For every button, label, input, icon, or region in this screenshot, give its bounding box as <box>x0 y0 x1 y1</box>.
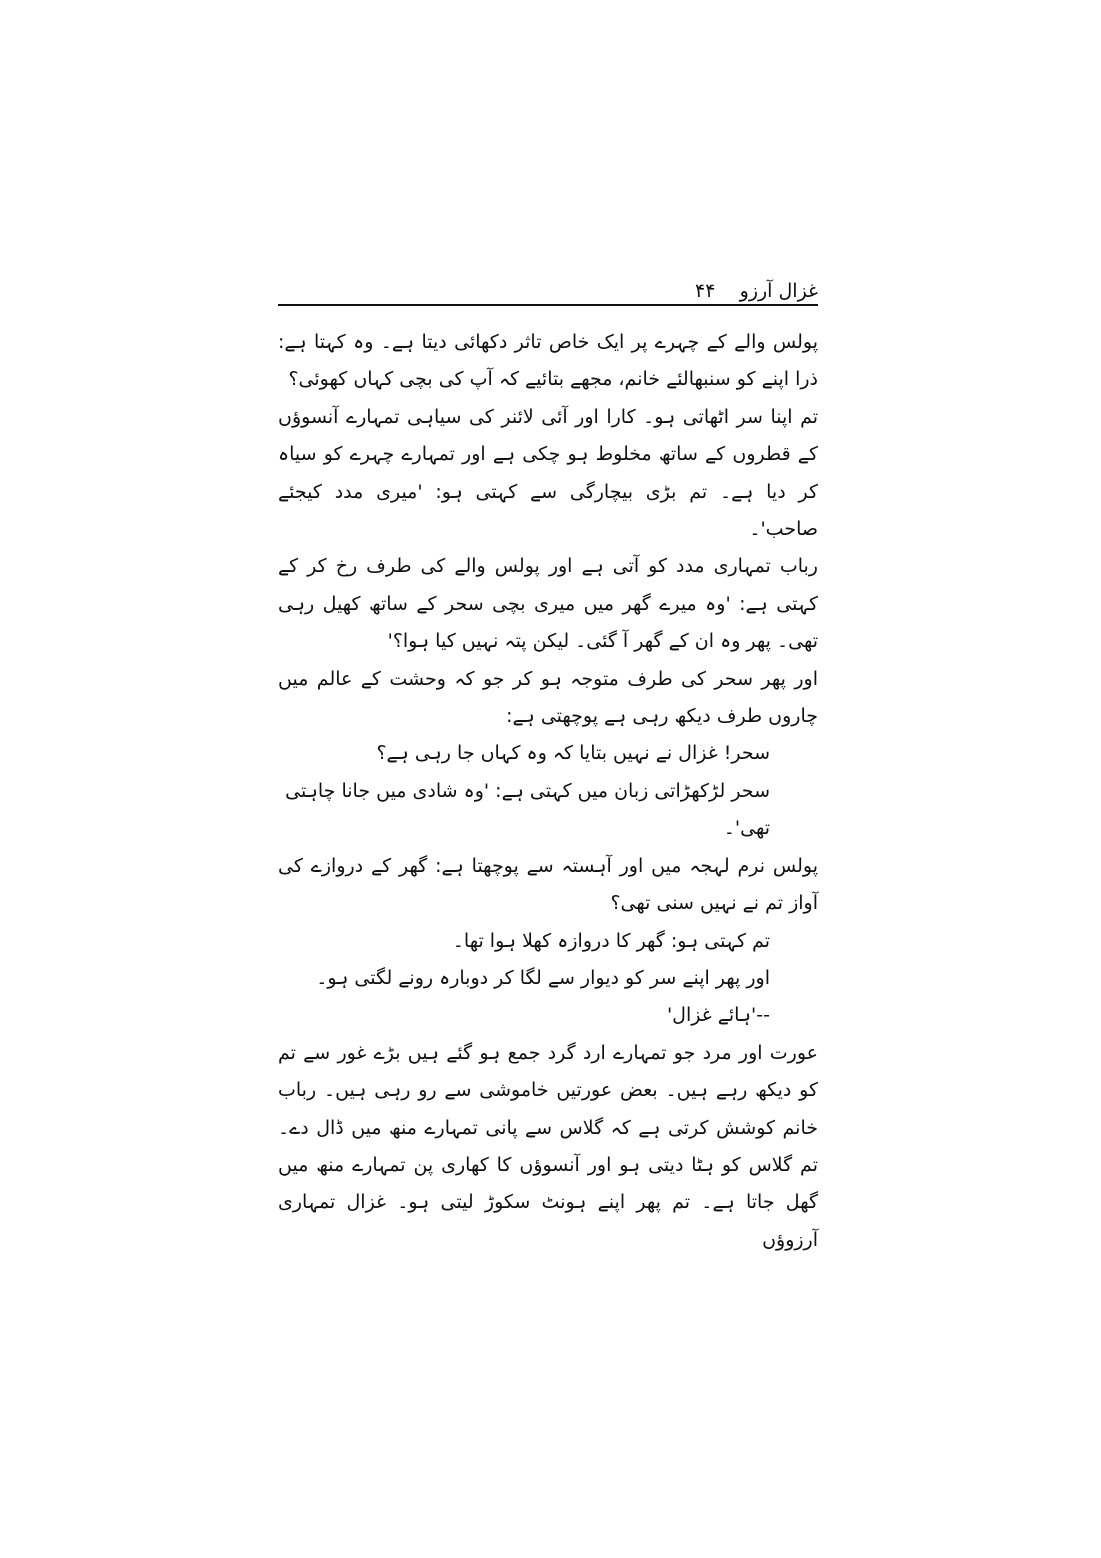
body-text <box>278 324 818 1259</box>
header-rule <box>278 304 818 306</box>
paragraph: پولس نرم لہجہ میں اور آہستہ سے پوچھتا ہے: گھر کے دروازے کی آواز تم نے نہیں سنی تھی؟ <box>278 854 818 915</box>
paragraph: اور پھر سحر کی طرف متوجہ ہو کر جو کہ وحشت کے عالم میں چاروں طرف دیکھ رہی ہے پوچھتی ہے: <box>278 667 818 728</box>
paragraph: عورت اور مرد جو تمہارے ارد گرد جمع ہو گئے ہیں بڑے غور سے تم کو دیکھ رہے ہیں۔ بعض عورتیں خاموشی سے رو رہی ہیں۔ رباب خانم کوشش کرتی ہے کہ گلاس سے پانی تمہارے منھ میں ڈال دے۔ تم گلاس کو ہٹا دیتی ہو اور آنسوؤں کا کھاری پن تمہارے منھ میں گھل جاتا ہے۔ تم پھر اپنے ہونٹ سکوڑ لیتی ہو۔ غزال تمہاری آرزوؤں <box>278 1041 818 1251</box>
paragraph: سحر! غزال نے نہیں بتایا کہ وہ کہاں جا رہی ہے؟ <box>376 742 770 765</box>
paragraph: تم اپنا سر اٹھاتی ہو۔ کارا اور آئی لائنر کی سیاہی تمہارے آنسوؤں کے قطروں کے ساتھ مخلوط ہو چکی ہے اور تمہارے چہرے کو سیاہ کر دیا ہے۔ تم بڑی بیچارگی سے کہتی ہو: 'میری مدد کیجئے صاحب'۔ <box>278 405 818 541</box>
page-number: ۴۴ <box>695 280 716 302</box>
running-header <box>278 276 818 306</box>
book-title: غزال آرزو <box>739 280 818 302</box>
paragraph: تم کہتی ہو: گھر کا دروازہ کھلا ہوا تھا۔ <box>452 929 770 952</box>
paragraph: پولس والے کے چہرے پر ایک خاص تاثر دکھائی دیتا ہے۔ وہ کہتا ہے: ذرا اپنے کو سنبھالئے خانم، مجھے بتائیے کہ آپ کی بچی کہاں کھوئی؟ <box>278 331 818 391</box>
paragraph: --'ہائے غزال' <box>666 1004 770 1027</box>
paragraph: اور پھر اپنے سر کو دیوار سے لگا کر دوبارہ رونے لگتی ہو۔ <box>316 966 770 989</box>
paragraph: رباب تمہاری مدد کو آتی ہے اور پولس والے کی طرف رخ کر کے کہتی ہے: 'وہ میرے گھر میں میری بچی سحر کے ساتھ کھیل رہی تھی۔ پھر وہ ان کے گھر آ گئی۔ لیکن پتہ نہیں کیا ہوا؟' <box>278 555 818 653</box>
paragraph: سحر لڑکھڑاتی زبان میں کہتی ہے: 'وہ شادی میں جانا چاہتی تھی'۔ <box>285 779 770 840</box>
